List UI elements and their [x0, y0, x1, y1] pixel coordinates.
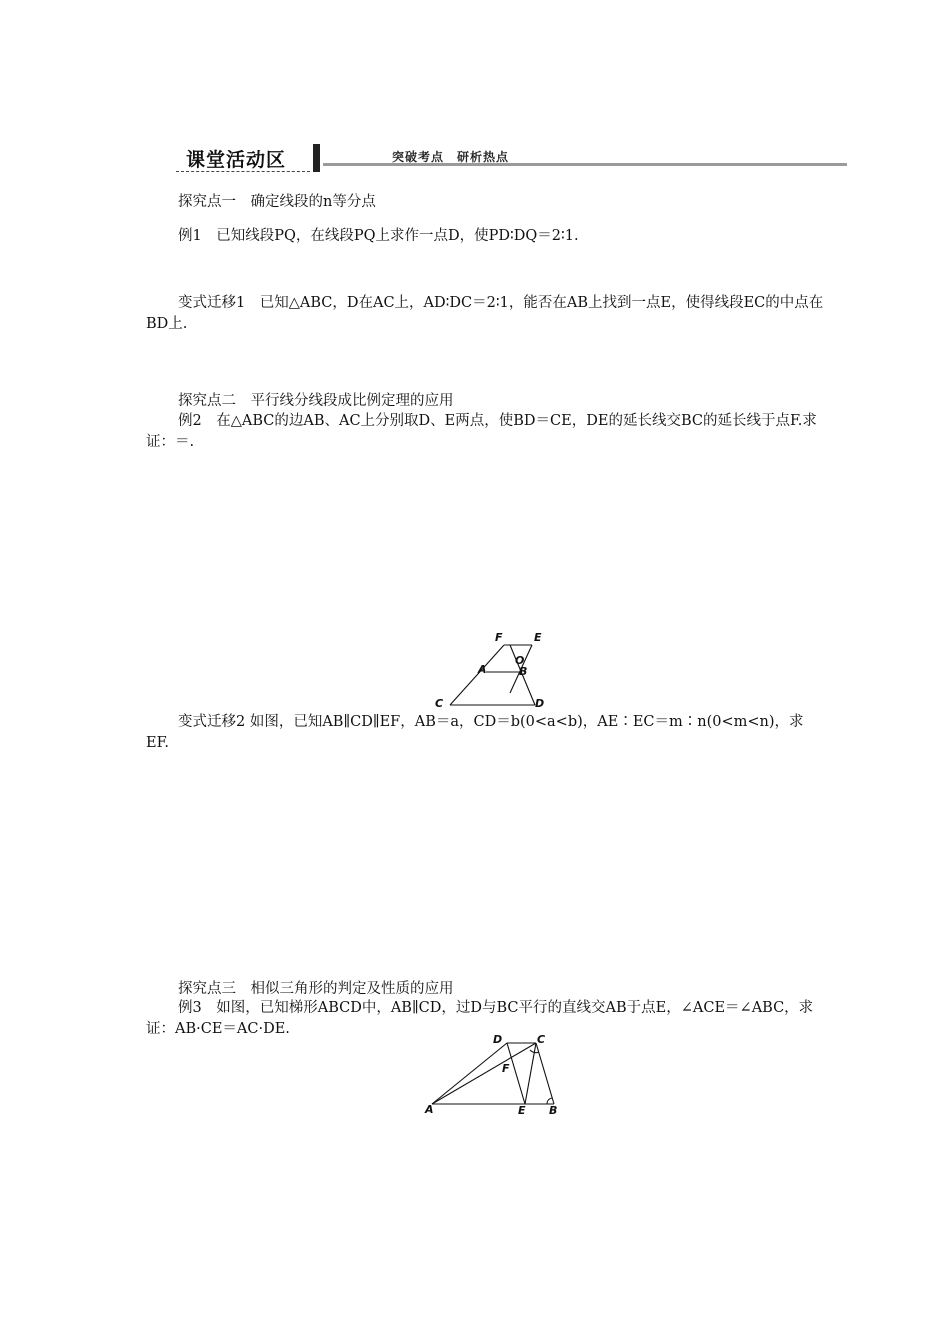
figure-hourglass-triangles	[425, 625, 555, 713]
label-A: A	[478, 663, 487, 676]
line-ce	[450, 645, 504, 705]
section-divider-bar	[313, 144, 320, 172]
label-A: A	[425, 1103, 434, 1116]
label-C: C	[435, 697, 444, 710]
label-F: F	[502, 1062, 510, 1075]
line-de	[507, 1043, 525, 1104]
example-3: 例3 如图，已知梯形ABCD中，AB∥CD，过D与BC平行的直线交AB于点E，∠ACE＝∠ABC，求证：AB·CE＝AC·DE.	[146, 1000, 814, 1037]
label-D: D	[493, 1033, 503, 1046]
part3-heading: 探究点三 相似三角形的判定及性质的应用	[178, 981, 454, 997]
section-subtitle: 突破考点 研析热点	[392, 150, 510, 164]
label-C: C	[537, 1033, 546, 1046]
label-B: B	[549, 1104, 558, 1117]
label-O: O	[515, 654, 525, 667]
variant-1: 变式迁移1 已知△ABC，D在AC上，AD∶DC＝2∶1，能否在AB上找到一点E，使得线段EC的中点在BD上.	[146, 295, 824, 332]
figure-trapezoid	[420, 1028, 570, 1120]
part2-heading: 探究点二 平行线分线段成比例定理的应用	[178, 393, 454, 409]
label-E: E	[534, 631, 542, 644]
part1-heading: 探究点一 确定线段的n等分点	[178, 194, 376, 210]
line-ac	[432, 1043, 536, 1104]
label-D: D	[535, 697, 545, 710]
example-2: 例2 在△ABC的边AB、AC上分别取D、E两点，使BD＝CE，DE的延长线交BC的延长线于点F.求证：＝.	[146, 413, 817, 450]
line-ad	[432, 1043, 507, 1104]
label-F: F	[495, 631, 503, 644]
variant-2: 变式迁移2 如图，已知AB∥CD∥EF，AB＝a，CD＝b(0<a<b)，AE∶EC＝m∶n(0<m<n)，求EF.	[146, 714, 804, 751]
example-1: 例1 已知线段PQ，在线段PQ上求作一点D，使PD∶DQ＝2∶1.	[178, 228, 579, 244]
label-E: E	[518, 1104, 526, 1117]
label-B: B	[519, 665, 528, 678]
section-title: 课堂活动区	[186, 149, 287, 171]
section-title-underline	[176, 171, 310, 172]
